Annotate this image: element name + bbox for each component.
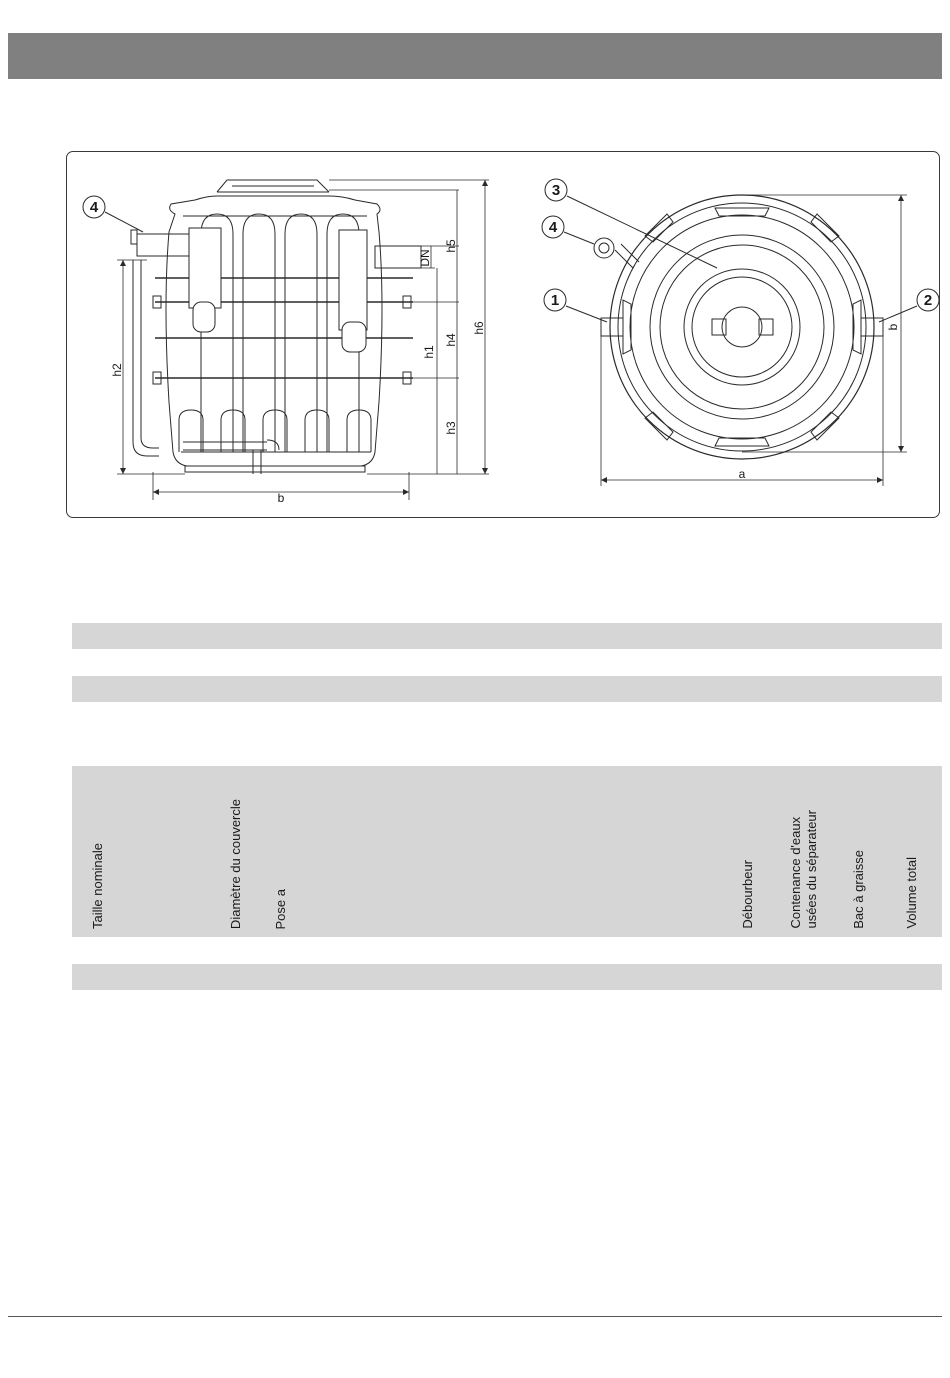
svg-text:1: 1 xyxy=(550,292,560,309)
col-header-installation: Pose a xyxy=(273,888,288,929)
col-header-grease-tank: Bac à graisse xyxy=(851,850,866,929)
callout-1-top xyxy=(544,289,607,322)
svg-text:4: 4 xyxy=(548,219,558,236)
table-header xyxy=(72,766,942,937)
svg-text:2: 2 xyxy=(923,292,933,309)
grey-band-1 xyxy=(72,623,942,649)
dim-a-top: a xyxy=(738,467,746,481)
dim-h2: h2 xyxy=(110,363,124,377)
grey-band-3 xyxy=(72,964,942,990)
grey-band-2 xyxy=(72,676,942,702)
dim-b-top: b xyxy=(886,323,900,331)
dim-dn: DN xyxy=(418,249,432,267)
footer-rule xyxy=(8,1316,942,1317)
svg-text:4: 4 xyxy=(89,199,99,216)
technical-drawing-frame xyxy=(66,151,940,518)
dim-h6: h6 xyxy=(472,321,486,335)
front-view xyxy=(117,180,489,500)
dim-b-front: b xyxy=(277,491,285,505)
col-header-sludge-trap: Débourbeur xyxy=(740,860,755,929)
col-header-separator-capacity: Contenance d'eaux usées du séparateur xyxy=(788,810,819,929)
callout-2-top xyxy=(879,289,939,322)
technical-drawing xyxy=(67,152,941,519)
col-header-cover-diameter: Diamètre du couvercle xyxy=(228,798,243,929)
dim-h5: h5 xyxy=(444,239,458,253)
dim-h3: h3 xyxy=(444,421,458,435)
col-header-total-volume: Volume total xyxy=(904,857,919,929)
top-view xyxy=(594,195,907,486)
svg-text:3: 3 xyxy=(551,182,561,199)
dim-h4: h4 xyxy=(444,333,458,347)
col-header-nominal-size: Taille nominale xyxy=(90,843,105,929)
callout-4-top xyxy=(542,216,594,244)
callout-4-front xyxy=(83,196,143,232)
dim-h1: h1 xyxy=(422,345,436,359)
header-bar xyxy=(8,33,942,79)
